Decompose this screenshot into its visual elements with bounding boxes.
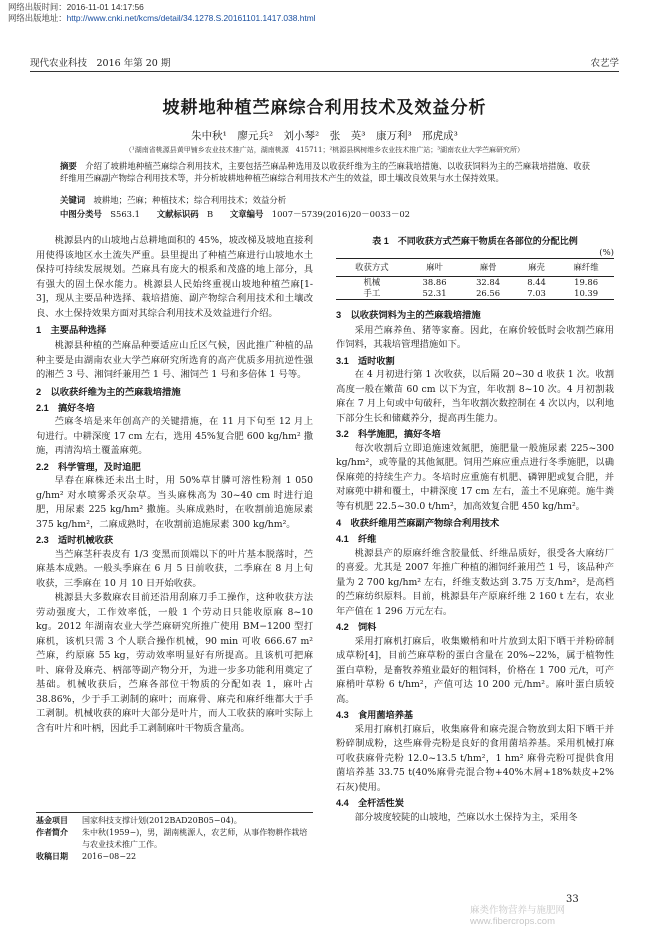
paragraph: 早春在麻株还未出土时，用 50%草甘膦可溶性粉剂 1 050 g/hm² 对水喷雾杀灭杂草。当头麻株高为 30~40 cm 时进行追肥，用尿素 225 kg/hm² 撒施。头麻成熟时，在收割前追施尿素 375 kg/hm²，二麻成熟时，在收割前追施尿素 300 kg/hm²。	[36, 475, 313, 530]
table-row	[336, 276, 614, 288]
table-cell: 机械	[363, 276, 381, 287]
doc-value: B	[206, 209, 214, 219]
table-cell: 7.03	[527, 287, 546, 298]
table-caption: 表 1 不同收获方式苎麻干物质在各部位的分配比例	[372, 236, 578, 246]
cls-label: 中图分类号	[60, 209, 102, 219]
paragraph: 采用打麻机打麻后，收集麻骨和麻壳混合物放到太阳下晒干并粉碎制成粉，这些麻骨壳粉是良好的食用菌培养基。采用机械打麻可收获麻骨壳粉 12.0~13.5 t/hm²，1 hm² 麻骨壳粉可提供食用菌培养基 33.75 t(40%麻骨壳混合物+40%木屑+18%麸皮+2%石灰)使用。	[336, 723, 614, 793]
doc-label: 文献标识码	[156, 209, 199, 219]
classification-line	[60, 208, 590, 220]
table-cell: 19.86	[574, 276, 599, 287]
table-header-cell: 麻骨	[461, 259, 515, 277]
table-cell: 8.44	[527, 276, 546, 287]
paragraph: 当苎麻茎秆表皮有 1/3 变黑而顶端以下的叶片基本脱落时，苎麻基本成熟。一般头季麻在 6 月 5 日前收获，二季麻在 8 月上旬收获，三季麻在 10 月 10 日开始收获。	[36, 548, 313, 589]
paragraph: 桃源县产的原麻纤维含胶量低、纤维品质好，很受各大麻纺厂的喜爱。尤其是 2007 年推广种植的湘饲纤兼用苎 1 号，该品种产量为 2 700 kg/hm² 左右，纤维支数达到 3.75 万支/hm²，是高档的苎麻纺织原料。目前，桃源县年产原麻纤维 2 160 t 左右，农业年产值在 1 296 万元左右。	[336, 547, 614, 617]
table-unit: (%)	[599, 248, 614, 258]
left-column	[36, 234, 313, 736]
section-heading: 3 以收获饲料为主的苎麻栽培措施	[336, 309, 481, 320]
pub-addr-link[interactable]: http://www.cnki.net/kcms/detail/34.1278.S.20161101.1417.038.html	[66, 13, 316, 23]
paragraph: 桃源县大多数麻农目前还沿用刮麻刀手工操作，这种收获方法劳动强度大，工作效率低，一般 1 个劳动日只能收原麻 8~10 kg。2012 年湖南农业大学苎麻研究所推广使用 BM−1200 型打麻机，该机只需 3 个人联合操作机械，90 min 可收 666.67 m² 苎麻，约原麻 55 kg，劳动效率明显好有所提高。且该机可把麻叶、麻骨及麻壳、柄部等副产物分开，为进一步多功能利用奠定了基础。机械收获后，苎麻各部位干物质的分配如表 1，麻叶占 38.86%，少于手工剥制的麻叶；而麻骨、麻壳和麻纤维都大于手工剥制。机械收获的麻叶大部分是叶片，而人工收获的麻叶实际上含有叶片和叶柄，因此手工剥制麻叶干物质含量高。	[36, 592, 313, 734]
table-cell: 手工	[363, 287, 381, 298]
table-cell: 32.84	[476, 276, 501, 287]
paragraph: 部分坡度较陡的山坡地，苎麻以水土保持为主，采用冬	[354, 811, 578, 823]
fund-text: 国家科技支撑计划(2012BAD20B05−04)。	[82, 816, 242, 825]
running-header	[30, 55, 619, 72]
authors: 朱中秋¹ 廖元兵² 刘小琴² 张 英³ 康万利³ 邢虎成³	[191, 130, 458, 142]
table-1	[336, 258, 614, 300]
cls-value: S563.1	[110, 209, 140, 219]
section-heading: 4 收获纤维用苎麻副产物综合利用技术	[336, 518, 500, 528]
paragraph: 每次收割后立即追施速效氮肥，施肥量一般施尿素 225~300 kg/hm²，或等量的其他氮肥。饲用苎麻应重点进行冬季施肥，以确保麻蔸的持续生产力。冬培时应重施有机肥、磷钾肥或复合肥，并对麻蔸中耕和覆土，中耕深度 17 cm 左右，盖土不见麻蔸。施牛粪等有机肥 22.5~30.0 t/hm²，加高效复合肥 450 kg/hm²。	[336, 442, 614, 512]
watermark: 麻类作物营养与施肥网 www.fibercrops.com	[470, 905, 566, 927]
abstract	[60, 160, 590, 184]
page-number: 33	[566, 894, 579, 905]
table-header-cell: 麻纤维	[558, 259, 614, 277]
pub-time-label: 网络出版时间：	[8, 2, 67, 12]
table-header-row	[336, 259, 614, 277]
paragraph: 采用打麻机打麻后，收集嫩梢和叶片放到太阳下晒干并粉碎制成草粉[4]，目前苎麻草粉的蛋白含量在 20%~22%，属于植物性蛋白草粉，是畜牧养殖业最好的粗饲料，价格在 1 700 元/t，可产麻梢叶草粉 6 t/hm²，产值可达 10 200 元/hm²。麻叶蛋白质较高。	[336, 635, 614, 705]
paragraph: 苎麻冬培是来年创高产的关键措施，在 11 月下旬至 12 月上旬进行。中耕深度 17 cm 左右，选用 45%复合肥 600 kg/hm² 撒施，再清沟培土覆盖麻蔸。	[36, 416, 313, 456]
paper-title: 坡耕地种植苎麻综合利用技术及效益分析	[162, 98, 487, 117]
affiliations: （¹湖南省桃源县黄甲铺乡农业技术推广站，湖南桃源 415711；²桃源县枫树维乡农业技术推广站；³湖南农业大学苎麻研究所）	[124, 146, 525, 154]
subsection-heading: 3.2 科学施肥，搞好冬培	[336, 429, 441, 439]
subsection-heading: 4.1 纤维	[336, 534, 377, 544]
table-cell: 38.86	[422, 276, 447, 287]
table-row	[336, 288, 614, 300]
art-value: 1007－5739(2016)20－0033－02	[271, 209, 410, 219]
publication-info	[8, 2, 316, 24]
table-header-cell: 麻叶	[408, 259, 462, 277]
section-heading: 1 主要品种选择	[36, 325, 107, 335]
subsection-heading: 4.3 食用菌培养基	[336, 710, 414, 720]
keywords	[60, 194, 590, 206]
table-cell: 10.39	[574, 287, 599, 298]
author-bio-text: 朱中秋(1959−)，男，湖南桃源人，农艺师，从事作物耕作栽培与农业技术推广工作。	[82, 828, 308, 849]
pub-time-value: 2016-11-01 14:17:56	[66, 2, 144, 12]
footnotes	[36, 812, 313, 863]
table-cell: 52.31	[422, 287, 447, 298]
abstract-label: 摘要	[60, 161, 77, 171]
paragraph: 桃源县种植的苎麻品种要适应山丘区气候，因此推广种植的品种主要是由湖南农业大学苎麻研究所选育的高产优质多用抗逆性强的湘苎 3 号、湘饲纤兼用苎 1 号、湘饲苎 1 号和多倍体 1 号等。	[36, 340, 313, 380]
subsection-heading: 2.1 搞好冬培	[36, 402, 95, 413]
intro-paragraph: 桃源县内的山坡地占总耕地面积的 45%，坡改梯及坡地直接利用使得该地区水土流失严重。县里提出了种植苎麻进行山坡地水土保持可持续发展规划。苎麻具有庞大的根系和茂盛的地上部分，具有强大的固土保水能力。桃源县人民始终重视山坡地种植苎麻[1-3]，现从主要品种选择、栽培措施、副产物综合利用技术和土壤改良、水土保持效果方面对其综合利用技术及效益进行介绍。	[36, 235, 313, 319]
subsection-heading: 4.2 饲料	[336, 622, 377, 632]
table-header-cell: 收获方式	[336, 259, 408, 277]
paragraph: 在 4 月初进行第 1 次收获，以后隔 20~30 d 收获 1 次。收割高度一般在嫩苗 60 cm 以下为宜，年收割 8~10 次。4 月初割栽麻在 7 月上旬或中旬破秆，当年收割次数控制在 4 次以内，以利地下部分生长和储藏养分，提高再生能力。	[336, 369, 614, 424]
journal-name: 现代农业科技 2016 年第 20 期	[30, 58, 171, 69]
subsection-heading: 4.4 全杆活性炭	[336, 798, 404, 808]
right-column	[336, 234, 614, 825]
subsection-heading: 2.3 适时机械收获	[36, 535, 114, 545]
abstract-text: 介绍了坡耕地种植苎麻综合利用技术，主要包括苎麻品种选用及以收获纤维为主的苎麻栽培措施、以收获饲料为主的苎麻栽培措施、收获纤维用苎麻副产物综合利用技术等，并分析坡耕地种植苎麻综合利用技术产生的效益，即土壤改良效果与水土保持效果。	[60, 161, 591, 183]
author-bio-label: 作者简介	[36, 828, 68, 837]
fund-label: 基金项目	[36, 816, 68, 825]
keywords-text: 坡耕地；苎麻；种植技术；综合利用技术；效益分析	[93, 195, 287, 205]
keywords-label: 关键词	[60, 195, 86, 205]
table-cell: 26.56	[476, 287, 501, 298]
received-date-label: 收稿日期	[36, 852, 68, 861]
paragraph: 采用苎麻养鱼、猪等家畜。因此，在麻价较低时会收割苎麻用作饲料，其栽培管理措施如下。	[336, 324, 614, 350]
art-label: 文章编号	[229, 209, 264, 219]
table-header-cell: 麻壳	[515, 259, 558, 277]
section-name: 农艺学	[590, 58, 619, 69]
received-date-text: 2016−08−22	[82, 852, 137, 861]
section-heading: 2 以收获纤维为主的苎麻栽培措施	[36, 386, 181, 397]
subsection-heading: 3.1 适时收割	[336, 355, 395, 366]
subsection-heading: 2.2 科学管理，及时追肥	[36, 461, 141, 472]
pub-addr-label: 网络出版地址：	[8, 13, 67, 23]
